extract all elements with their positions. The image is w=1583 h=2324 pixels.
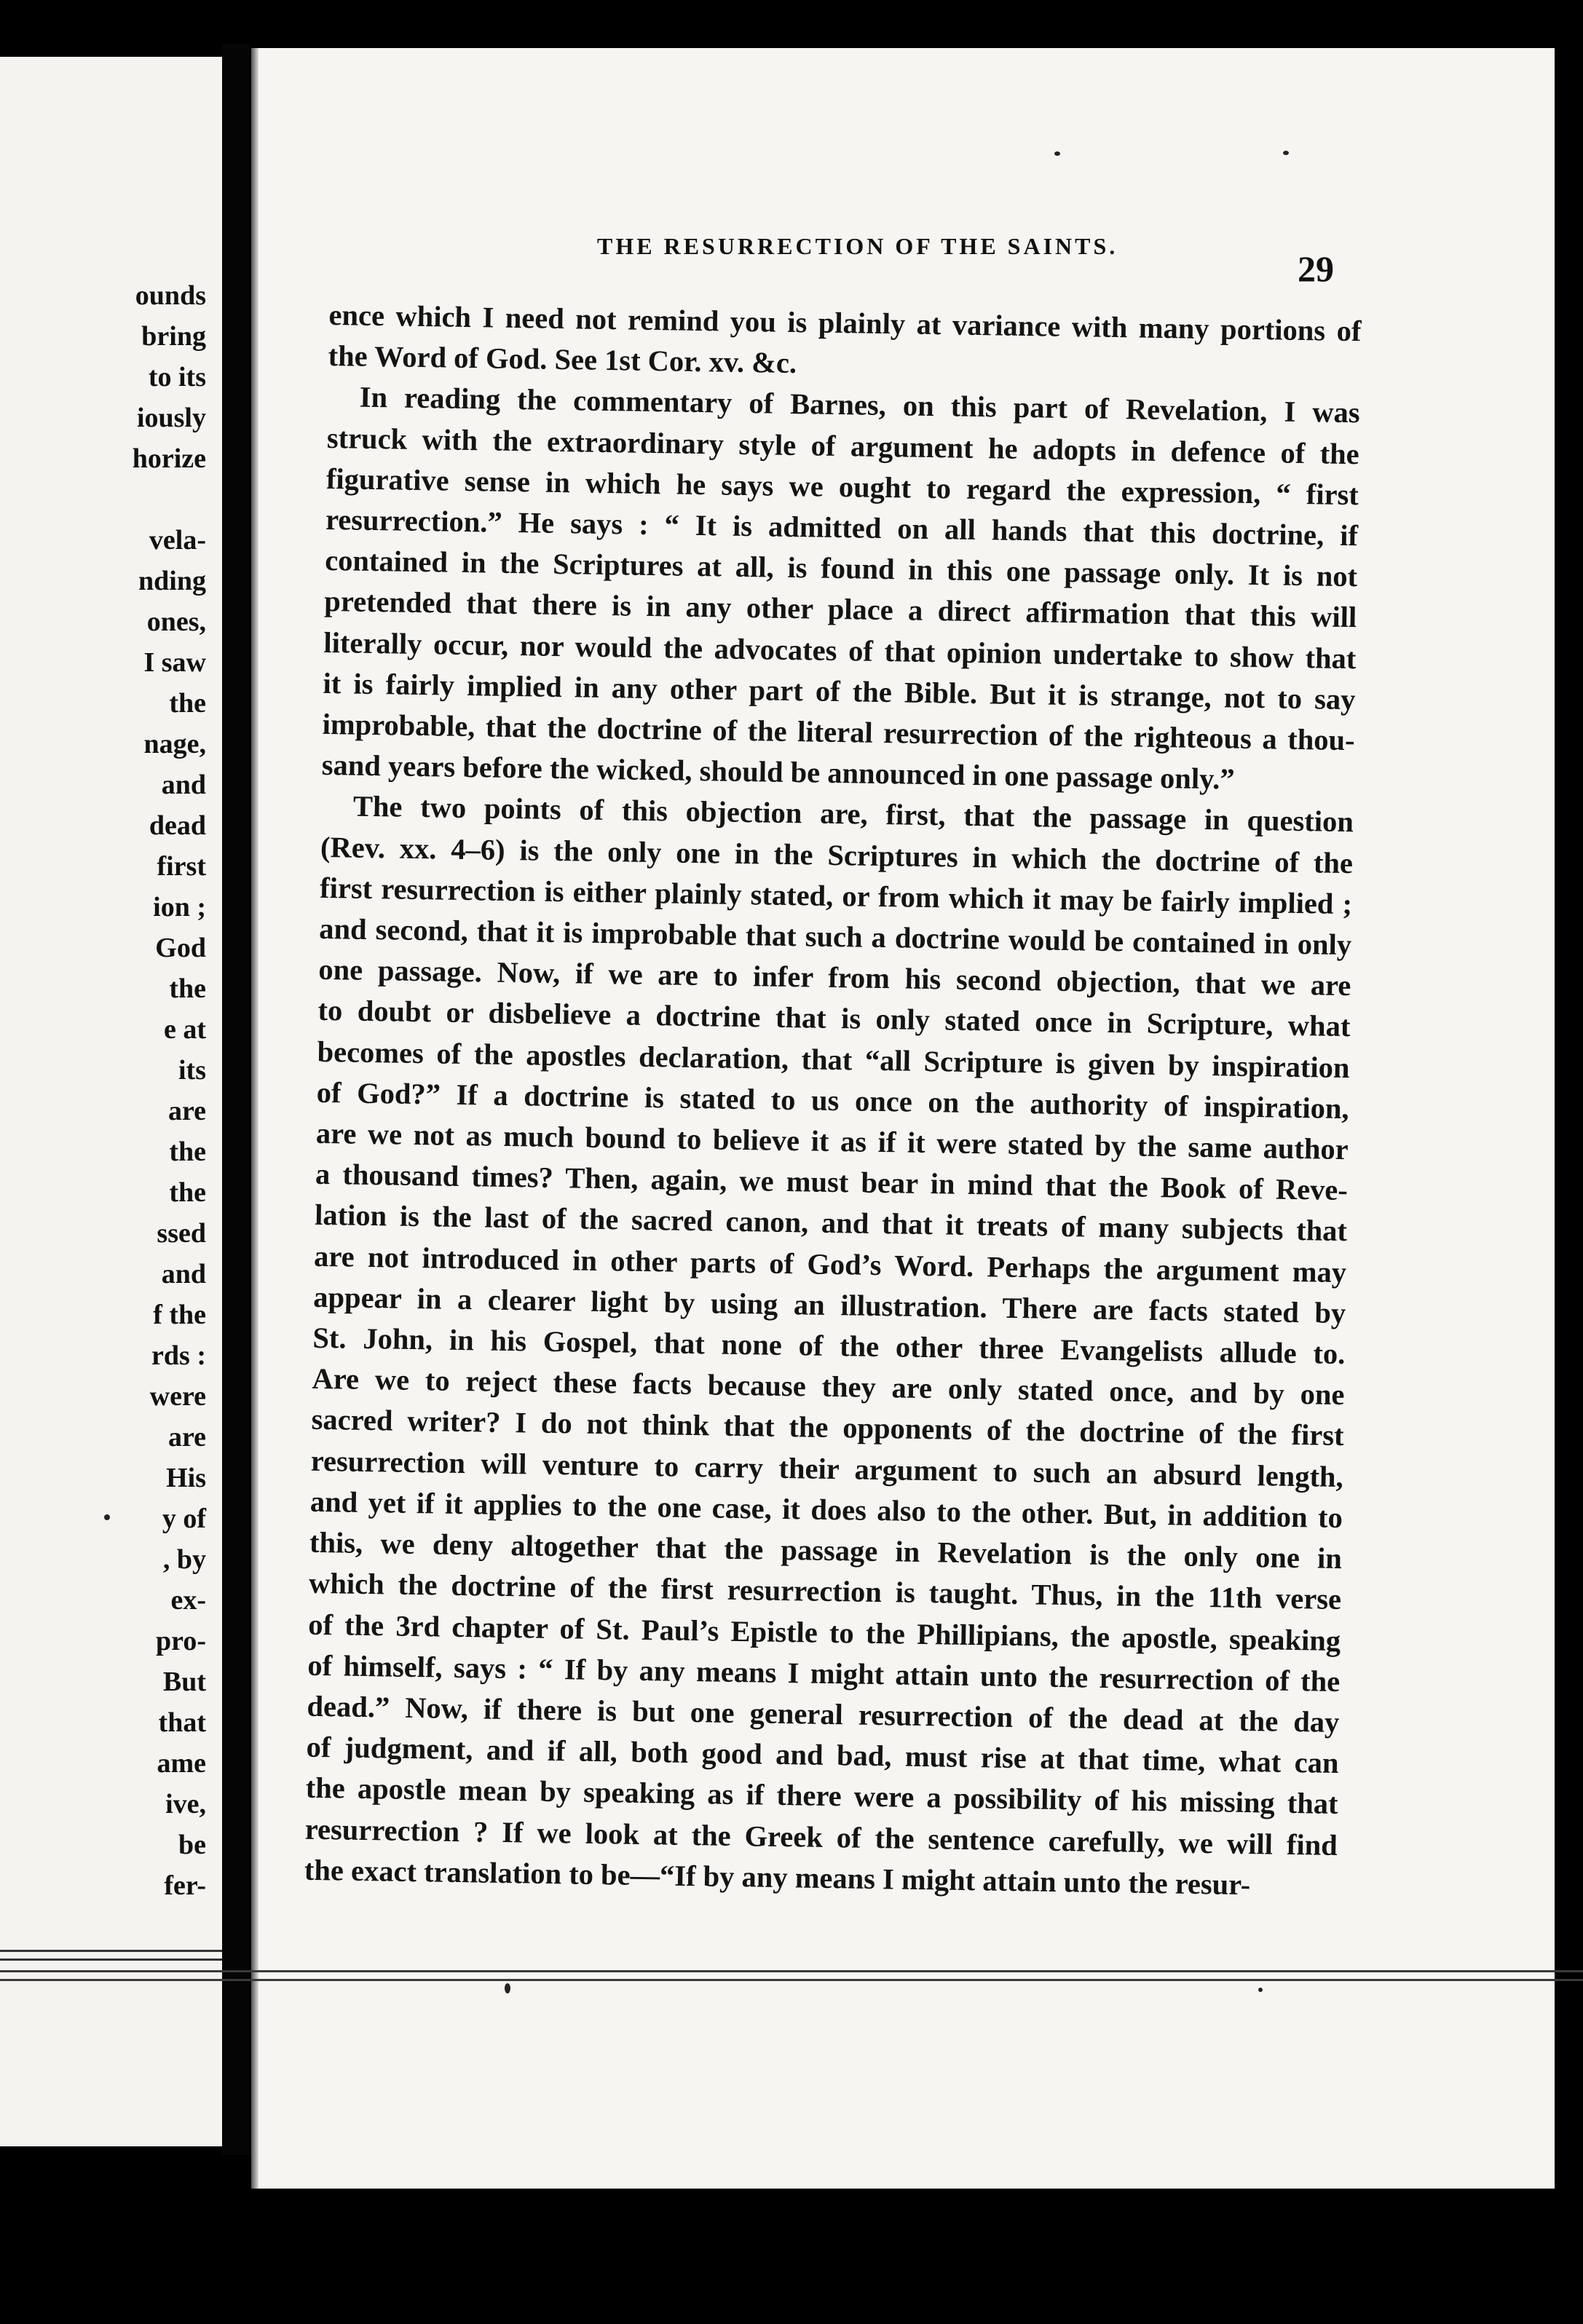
ink-speck: [505, 1983, 510, 1993]
left-page-fragment-line: are: [167, 1096, 206, 1126]
left-page-fragment-line: the: [169, 973, 206, 1004]
body-line: resurrection will venture to carry their argument to such an absurd length,: [310, 1444, 1344, 1493]
left-page-fragment-line: dead: [149, 810, 206, 841]
running-head: THE RESURRECTION OF THE SAINTS.: [597, 233, 1118, 259]
left-page-fragment-line: f the: [153, 1300, 206, 1330]
body-line: In reading the commentary of Barnes, on this part of Revelation, I was: [359, 381, 1360, 430]
body-line: literally occur, nor would the advocates of that opinion undertake to show that: [323, 625, 1357, 675]
page-edge-shadow: [251, 48, 258, 2189]
left-page-fragment-line: bring: [141, 321, 206, 352]
body-line: figurative sense in which he says we ought to regard the expression, “ first: [325, 462, 1359, 512]
left-page-fragment-line: ex-: [170, 1585, 206, 1616]
body-line: becomes of the apostles declaration, that “all Scripture is given by inspiration: [317, 1035, 1350, 1084]
ink-speck: [1283, 151, 1289, 155]
left-page-fragment-line: fer-: [164, 1870, 206, 1901]
left-page-fragment-line: [133, 479, 206, 520]
body-line: and second, that it is improbable that such a doctrine would be contained in only: [318, 912, 1352, 962]
ink-speck: [1258, 1988, 1263, 1992]
left-page-fragment-line: pro-: [156, 1626, 206, 1656]
body-line: ence which I need not remind you is plainly at variance with many portions of: [328, 298, 1362, 348]
left-page-fragment-line: ion ;: [153, 892, 206, 922]
body-line: struck with the extraordinary style of argument he adopts in defence of the: [326, 421, 1360, 470]
body-line: the Word of God. See 1st Cor. xv. &c.: [328, 339, 797, 380]
body-line: and yet if it applies to the one case, it does also to the other. But, in addition to: [309, 1485, 1343, 1534]
body-line: sand years before the wicked, should be announced in one passage only.”: [321, 748, 1235, 796]
left-page-fragment-line: its: [178, 1055, 206, 1086]
body-line: are we not as much bound to believe it as if it were stated by the same author: [315, 1116, 1349, 1166]
left-page-fragment-line: horize: [132, 443, 206, 474]
left-page-fragment-line: first: [157, 851, 206, 882]
left-bottom-rule-2: [0, 1959, 222, 1961]
left-page-fragment-line: are: [167, 1422, 206, 1452]
left-page-fragment: [0, 57, 222, 2146]
body-line: (Rev. xx. 4–6) is the only one in the Scriptures in which the doctrine of the: [320, 830, 1354, 880]
left-page-fragment-line: to its: [148, 362, 206, 392]
left-page-fragment-line: ive,: [165, 1789, 206, 1819]
left-page-fragment-line: ones,: [146, 606, 206, 637]
page-number: 29: [1298, 248, 1334, 289]
left-page-fragment-line: iously: [136, 403, 206, 433]
body-line: this, we deny altogether that the passage in Revelation is the only one in: [309, 1525, 1343, 1576]
body-line: of the 3rd chapter of St. Paul’s Epistle to the Phillipians, the apostle, speaking: [307, 1608, 1341, 1657]
left-page-fragment-line: ounds: [135, 280, 206, 311]
body-line: one passage. Now, if we are to infer from his second objection, that we are: [318, 953, 1351, 1003]
left-page-fragment-line: nage,: [143, 729, 206, 759]
body-line: of himself, says : “ If by any means I might attain unto the resurrection of the: [307, 1648, 1341, 1698]
left-page-fragment-line: , by: [162, 1544, 206, 1575]
body-line: are not introduced in other parts of God’s Word. Perhaps the argument may: [313, 1239, 1347, 1289]
body-line: contained in the Scriptures at all, is found in this one passage only. It is not: [324, 544, 1358, 593]
body-line: appear in a clearer light by using an illustration. There are facts stated by: [313, 1280, 1346, 1329]
left-page-fragment-line: ame: [157, 1748, 206, 1779]
left-page-fragment-line: and: [161, 1259, 206, 1289]
left-page-fragment-line: y of: [162, 1503, 206, 1534]
left-page-fragment-line: that: [158, 1707, 206, 1738]
left-page-fragment-line: I saw: [143, 647, 206, 678]
body-line: the apostle mean by speaking as if there were a possibility of his missing that: [305, 1771, 1338, 1821]
body-line: The two points of this objection are, first, that the passage in question: [352, 790, 1354, 839]
left-page-fragment-line: rds :: [151, 1340, 206, 1371]
left-page-fragment-line: But: [162, 1667, 206, 1697]
body-line: of judgment, and if all, both good and bad, must rise at that time, what can: [306, 1730, 1339, 1780]
bottom-rule: [0, 1970, 1583, 1972]
body-line: a thousand times? Then, again, we must bear in mind that the Book of Reve-: [315, 1158, 1349, 1207]
ink-speck: [1054, 151, 1060, 156]
left-page-fragment-line: ssed: [157, 1218, 206, 1249]
body-line: lation is the last of the sacred canon, and that it treats of many subjects that: [314, 1198, 1348, 1248]
body-line: resurrection.” He says : “ It is admitted on all hands that this doctrine, if: [325, 502, 1359, 553]
left-page-fragment-line: e at: [163, 1014, 206, 1045]
body-line: improbable, that the doctrine of the literal resurrection of the righteous a thou-: [322, 707, 1355, 757]
left-page-fragment-line: the: [169, 1177, 206, 1208]
body-line: to doubt or disbelieve a doctrine that is only stated once in Scripture, what: [317, 994, 1351, 1043]
body-line: the exact translation to be—“If by any means I might attain unto the resur-: [304, 1853, 1251, 1901]
body-line: which the doctrine of the first resurrection is taught. Thus, in the 11th verse: [308, 1567, 1342, 1616]
left-bottom-rule: [0, 1950, 222, 1952]
body-line: pretended that there is in any other place a direct affirmation that this will: [324, 585, 1357, 634]
body-line: it is fairly implied in any other part of the Bible. But it is strange, not to say: [323, 666, 1356, 716]
body-line: sacred writer? I do not think that the opponents of the doctrine of the first: [311, 1403, 1344, 1452]
left-page-fragment-line: were: [149, 1381, 206, 1412]
body-line: first resurrection is either plainly stated, or from which it may be fairly implied ;: [319, 871, 1353, 921]
body-line: resurrection ? If we look at the Greek of the sentence carefully, we will find: [304, 1812, 1338, 1862]
ink-speck: [104, 1514, 110, 1520]
left-page-fragment-line: God: [155, 933, 206, 963]
left-page-text-fragments: [133, 275, 206, 1906]
left-page-fragment-line: nding: [138, 566, 206, 596]
left-page-fragment-line: vela-: [149, 525, 206, 556]
left-page-fragment-line: His: [166, 1463, 206, 1493]
book-gutter: [222, 44, 251, 2155]
body-text: [304, 295, 1362, 1907]
left-page-fragment-line: the: [169, 1137, 206, 1167]
left-page-fragment-line: and: [161, 770, 206, 800]
body-line: dead.” Now, if there is but one general resurrection of the dead at the day: [307, 1689, 1340, 1739]
left-page-fragment-line: be: [178, 1830, 206, 1860]
left-page-fragment-line: the: [169, 688, 206, 719]
bottom-rule-2: [0, 1979, 1583, 1981]
body-line: of God?” If a doctrine is stated to us once on the authority of inspiration,: [316, 1075, 1349, 1125]
body-line: St. John, in his Gospel, that none of the other three Evangelists allude to.: [312, 1321, 1346, 1371]
body-line: Are we to reject these facts because they are only stated once, and by one: [312, 1362, 1345, 1412]
